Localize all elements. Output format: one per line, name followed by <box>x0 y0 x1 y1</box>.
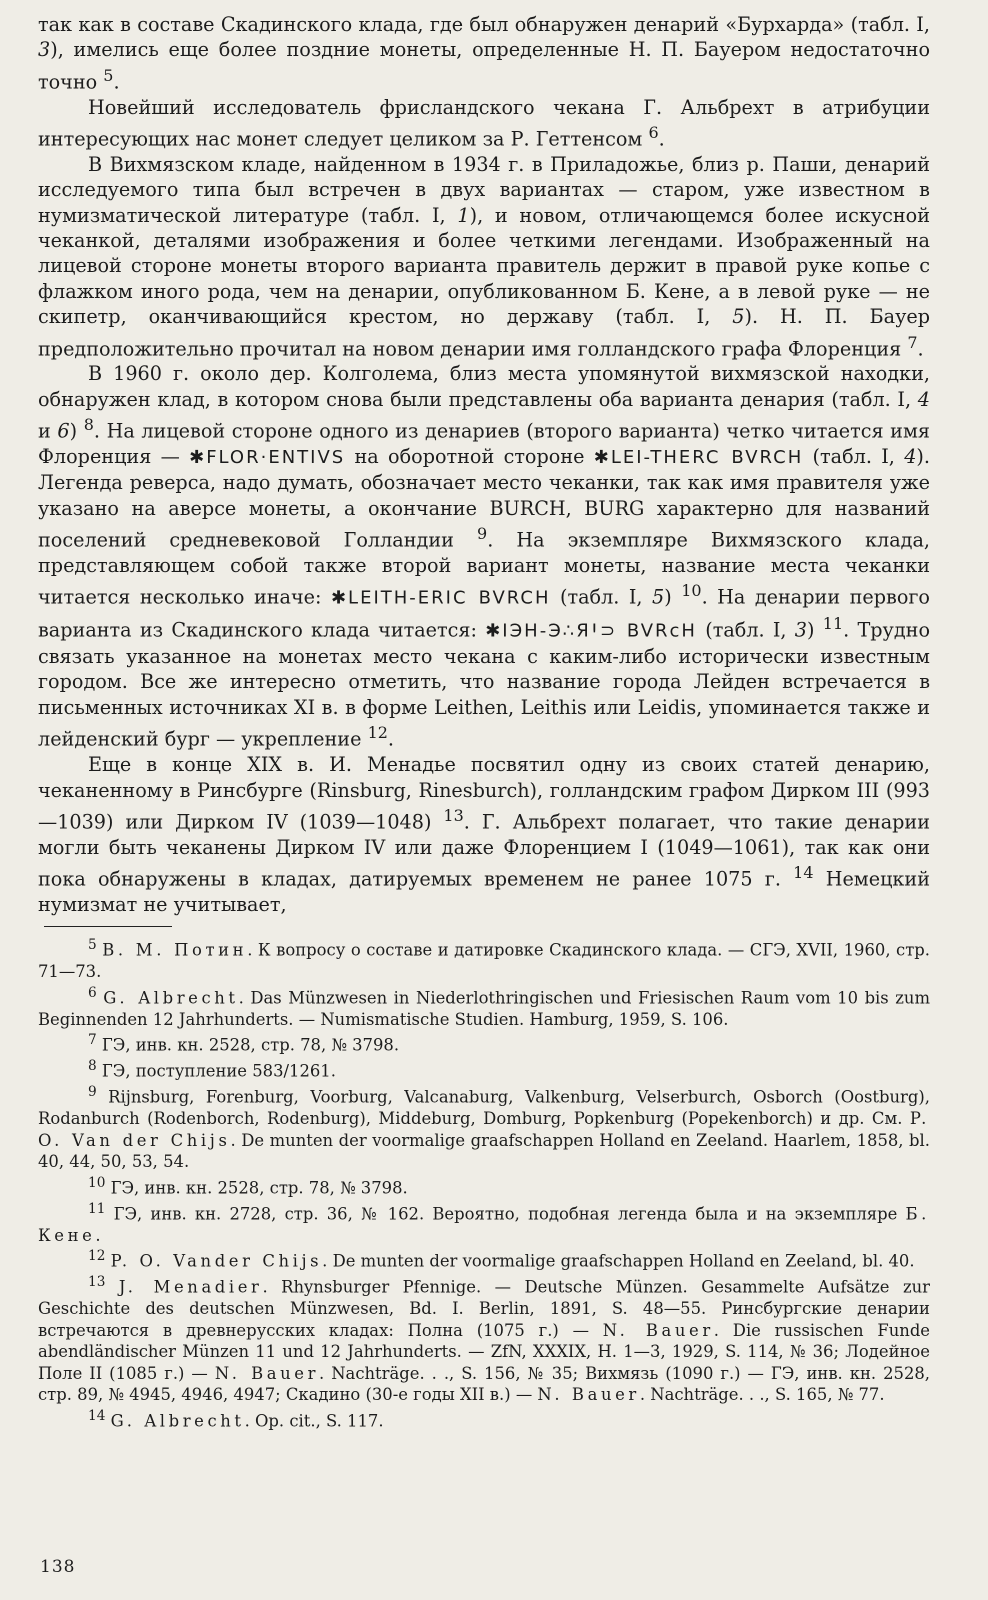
paragraph-1: так как в составе Скадинского клада, где был обнаружен денарий «Бурхарда» (табл. I, 3), имелись еще более поздние монеты, определенные Н. П. Бауером недостаточно точно $^5$. <box>38 13 930 94</box>
footnote-ref: 14 <box>793 863 814 883</box>
footnote-ref: 13 <box>443 805 464 825</box>
paragraph-5: Еще в конце XIX в. И. Менадье посвятил одну из своих статей денарию, чеканенному в Ринсбурге (Rinsburg, Rinesburch), голландским графом Дирком III (993—1039) или Дирком IV (1039—1048) $^{13}$. Г. Альбрехт полагает, что такие денарии могли быть чеканены Дирком IV или даже Флоренцием I (1049—1061), так как они пока обнаружены в кладах, датируемых временем не ранее 1075 г. $^{14}$ Немецкий нумизмат не учитывает, <box>38 753 930 916</box>
footnote-divider <box>44 926 172 927</box>
footnote-10: $^{10}$ ГЭ, инв. кн. 2528, стр. 78, № 3798. <box>88 1174 408 1198</box>
paragraph-4: В 1960 г. около дер. Колголема, близ места упомянутой вихмязской находки, обнаружен клад, в котором снова были представлены оба варианта денария (табл. I, 4 и 6) $^8$. На лицевой стороне одного из денариев (второго варианта) четко читается имя Флоренция — ✱FLOR·ENTIVS на оборотной стороне ✱LEI-THERC BVRCH (табл. I, 4). Легенда реверса, надо думать, обозначает место чеканки, так как имя правителя уже указано на аверсе монеты, а окончание BURCH, BURG характерно для названий поселений средневековой Голландии $^9$. На экземпляре Вихмязского клада, представляющем собой также второй вариант монеты, название места чеканки читается несколько иначе: ✱LEITH-ERIC BVRCH (табл. I, 5) $^{10}$. На денарии первого варианта из Скадинского клада читается: ✱IЭH-Э∴ЯꞋ⊃ BVRcH (табл. I, 3) $^{11}$. Трудно связать указанное на монетах место чекана с каким-либо исторически известным городом. Все же интересно отметить, что название города Лейден встречается в письменных источниках XI в. в форме Leithen, Leithis или Leidis, упоминается также и лейденский бург — укрепление $^{12}$. <box>38 362 931 751</box>
footnote-7: $^7$ ГЭ, инв. кн. 2528, стр. 78, № 3798. <box>88 1032 400 1055</box>
footnote-6: $^6$ G. Albrecht. Das Münzwesen in Niederlothringischen und Friesischen Raum vom 10 bis zum Beginnenden 12 Jahrhunderts. — Numismatische Studien. Hamburg, 1959, S. 106. <box>38 984 930 1029</box>
footnote-13: $^{13}$ J. Menadier. Rhynsburger Pfennige. — Deutsche Münzen. Gesammelte Aufsätze zur Geschichte des deutschen Münzwesen, Bd. I. Berlin, 1891, S. 48—55. Ринсбургские денарии встречаются в древнерусских кладах: Полна (1075 г.) — N. Bauer. Die russischen Funde abendländischer Münzen 11 und 12 Jahrhunderts. — ZfN, XXXIX, H. 1—3, 1929, S. 114, № 36; Лодейное Поле II (1085 г.) — N. Bauer. Nachträge. . ., S. 156, № 35; Вихмязь (1090 г.) — ГЭ, инв. кн. 2528, стр. 89, № 4945, 4946, 4947; Скадино (30-е годы XII в.) — N. Bauer. Nachträge. . ., S. 165, № 77. <box>38 1274 931 1405</box>
footnote-ref: 6 <box>648 123 659 143</box>
footnote-ref: 11 <box>822 614 844 634</box>
footnote-11: $^{11}$ ГЭ, инв. кн. 2728, стр. 36, № 162. Вероятно, подобная легенда была и на экземпляре Б. Кене. <box>38 1200 930 1245</box>
footnote-5: $^5$ В. М. Потин. К вопросу о составе и датировке Скадинского клада. — СГЭ, XVII, 1960, стр. 71—73. <box>38 937 931 982</box>
coin-legend: ✱IЭH-Э∴ЯꞋ⊃ BVRcH <box>485 620 697 642</box>
coin-legend: ✱FLOR·ENTIVS <box>189 447 346 469</box>
footnote-ref: 7 <box>907 332 918 352</box>
coin-legend: ✱LEITH-ERIC BVRCH <box>330 587 551 609</box>
coin-legend: ✱LEI-THERC BVRCH <box>593 447 804 469</box>
footnote-ref: 9 <box>477 524 488 544</box>
main-text <box>38 12 930 917</box>
footnotes <box>38 935 930 1431</box>
paragraph-2: Новейший исследователь фрисландского чекана Г. Альбрехт в атрибуции интересующих нас монет следует целиком за Р. Геттенсом $^6$. <box>38 95 930 151</box>
footnote-8: $^8$ ГЭ, поступление 583/1261. <box>88 1058 336 1081</box>
book-page <box>38 12 930 1432</box>
footnote-9: $^9$ Rijnsburg, Forenburg, Voorburg, Valcanaburg, Valkenburg, Velserburch, Osborch (Oostburg), Rodanburch (Rodenborch, Rodenburg), Middeburg, Domburg, Popkenburg (Popekenborch) и др. См. P. O. Van der Chijs. De munten der voormalige graafschappen Holland en Zeeland. Haarlem, 1858, bl. 40, 44, 50, 53, 54. <box>38 1084 930 1172</box>
paragraph-3: В Вихмязском кладе, найденном в 1934 г. в Приладожье, близ р. Паши, денарий исследуемого типа был встречен в двух вариантах — старом, уже известном в нумизматической литературе (табл. I, 1), и новом, отличающемся более искусной чеканкой, деталями изображения и более четкими легендами. Изображенный на лицевой стороне монеты второго варианта правитель держит в правой руке копье с флажком иного рода, чем на денарии, опубликованном Б. Кене, а в левой руке — не скипетр, оканчивающийся крестом, но державу (табл. I, 5). Н. П. Бауер предположительно прочитал на новом денарии имя голландского графа Флоренция $^7$. <box>38 152 931 361</box>
footnote-14: $^{14}$ G. Albrecht. Op. cit., S. 117. <box>88 1407 384 1430</box>
footnote-12: $^{12}$ P. O. Vander Chijs. De munten der voormalige graafschappen Holland en Zeeland, bl. 40. <box>88 1248 915 1271</box>
footnote-ref: 5 <box>103 65 114 85</box>
footnote-ref: 10 <box>681 581 702 601</box>
page-number: 138 <box>40 1557 76 1577</box>
footnote-ref: 12 <box>367 723 388 743</box>
footnote-ref: 8 <box>83 415 94 435</box>
